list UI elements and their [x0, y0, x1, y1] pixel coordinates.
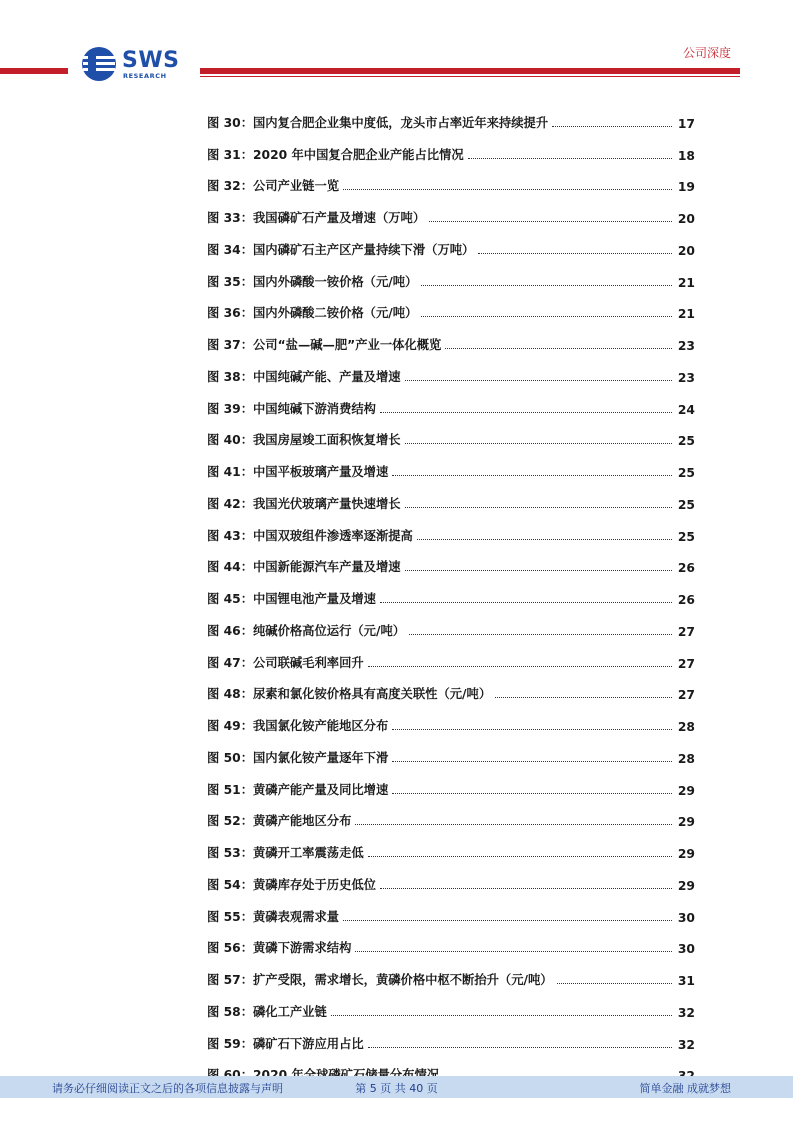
toc-entry[interactable]	[207, 321, 695, 353]
toc-entry-label: 图 59：磷矿石下游应用占比	[207, 1036, 364, 1051]
toc-leader-dots	[380, 888, 672, 889]
toc-entry[interactable]	[207, 353, 695, 385]
toc-leader-dots	[380, 602, 672, 603]
toc-leader-dots	[355, 951, 672, 952]
toc-entry[interactable]	[207, 163, 695, 195]
toc-leader-dots	[331, 1015, 672, 1016]
toc-entry[interactable]	[207, 956, 695, 988]
toc-entry-label: 图 36：国内外磷酸二铵价格（元/吨）	[207, 306, 418, 321]
page-header	[0, 0, 793, 95]
toc-leader-dots	[343, 920, 672, 921]
report-type: 公司深度	[682, 46, 731, 60]
toc-entry-label: 图 34：国内磷矿石主产区产量持续下滑（万吨）	[207, 242, 475, 257]
header-rule-right	[200, 68, 740, 74]
toc-leader-dots	[417, 539, 672, 540]
toc-entry-page: 29	[677, 815, 695, 830]
toc-entry-page: 29	[677, 783, 695, 798]
toc-leader-dots	[355, 824, 672, 825]
toc-entry-page: 25	[677, 434, 695, 449]
toc-entry-page: 19	[677, 180, 695, 195]
header-rule-left	[0, 68, 68, 74]
toc-entry-page: 32	[677, 1005, 695, 1020]
toc-entry-page: 25	[677, 466, 695, 480]
toc-leader-dots	[392, 793, 672, 794]
toc-entry[interactable]	[207, 258, 695, 290]
toc-leader-dots	[478, 253, 672, 254]
toc-leader-dots	[557, 983, 672, 984]
toc-entry[interactable]	[207, 893, 695, 925]
toc-entry-page: 27	[677, 624, 695, 639]
toc-entry-page: 31	[677, 974, 695, 988]
toc-entry-page: 25	[677, 497, 695, 512]
toc-entry-label: 图 55：黄磷表观需求量	[207, 909, 340, 924]
toc-entry-page: 32	[677, 1037, 695, 1052]
toc-leader-dots	[409, 634, 672, 635]
toc-entry-label: 图 32：公司产业链一览	[207, 179, 340, 194]
toc-entry[interactable]	[207, 480, 695, 512]
toc-entry[interactable]	[207, 639, 695, 671]
toc-entry-label: 图 40：我国房屋竣工面积恢复增长	[207, 433, 401, 448]
toc-entry-page: 26	[677, 593, 695, 607]
footer-page-info: 第 5 页 共 40 页	[355, 1082, 438, 1095]
toc-leader-dots	[368, 856, 672, 857]
page-footer	[0, 1076, 793, 1098]
toc-leader-dots	[343, 189, 672, 190]
logo-text: SWS	[122, 48, 180, 73]
toc-entry-label: 图 46：纯碱价格高位运行（元/吨）	[207, 623, 406, 638]
toc-entry-page: 30	[677, 942, 695, 957]
toc-entry[interactable]	[207, 194, 695, 226]
toc-entry-label: 图 43：中国双玻组件渗透率逐渐提高	[207, 528, 413, 543]
toc-entry[interactable]	[207, 671, 695, 703]
toc-leader-dots	[380, 412, 672, 413]
toc-entry-label: 图 56：黄磷下游需求结构	[207, 941, 352, 956]
toc-entry[interactable]	[207, 861, 695, 893]
toc-entry-page: 20	[677, 212, 695, 226]
toc-entry-page: 28	[677, 720, 695, 734]
toc-leader-dots	[392, 729, 672, 730]
toc-entry-label: 图 58：磷化工产业链	[207, 1004, 327, 1019]
toc-entry-label: 图 33：我国磷矿石产量及增速（万吨）	[207, 211, 426, 225]
toc-entry-page: 30	[677, 910, 695, 925]
toc-entry-label: 图 37：公司“盐—碱—肥”产业一体化概览	[207, 338, 442, 352]
toc-entry[interactable]	[207, 734, 695, 766]
toc-entry[interactable]	[207, 607, 695, 639]
toc-entry[interactable]	[207, 417, 695, 449]
toc-leader-dots	[495, 697, 672, 698]
toc-leader-dots	[368, 1047, 672, 1048]
toc-leader-dots	[421, 316, 672, 317]
toc-entry[interactable]	[207, 988, 695, 1020]
toc-entry[interactable]	[207, 702, 695, 734]
toc-leader-dots	[405, 380, 672, 381]
toc-entry-label: 图 51：黄磷产能产量及同比增速	[207, 782, 389, 797]
toc-entry-label: 图 52：黄磷产能地区分布	[207, 814, 352, 829]
toc-entry[interactable]	[207, 798, 695, 830]
toc-entry-page: 17	[677, 116, 695, 131]
toc-entry-page: 27	[677, 688, 695, 703]
toc-entry-label: 图 38：中国纯碱产能、产量及增速	[207, 369, 401, 384]
toc-entry-page: 24	[677, 402, 695, 417]
toc-entry-page: 20	[677, 243, 695, 258]
toc-leader-dots	[468, 158, 672, 159]
toc-entry-label: 图 45：中国锂电池产量及增速	[207, 592, 376, 606]
footer-disclaimer: 请务必仔细阅读正文之后的各项信息披露与声明	[52, 1082, 283, 1095]
sws-logo	[80, 45, 190, 83]
toc-leader-dots	[552, 126, 672, 127]
toc-leader-dots	[392, 761, 672, 762]
logo-subtext: RESEARCH	[123, 72, 167, 80]
toc-leader-dots	[429, 221, 672, 222]
toc-entry-label: 图 41：中国平板玻璃产量及增速	[207, 465, 389, 479]
header-rule-thin	[200, 76, 740, 77]
toc-leader-dots	[368, 666, 672, 667]
toc-entry[interactable]	[207, 1020, 695, 1052]
toc-entry-label: 图 31：2020 年中国复合肥企业产能占比情况	[207, 147, 464, 162]
toc-entry-label: 图 35：国内外磷酸一铵价格（元/吨）	[207, 274, 418, 289]
toc-entry-label: 图 30：国内复合肥企业集中度低，龙头市占率近年来持续提升	[207, 115, 549, 130]
toc-entry[interactable]	[207, 99, 695, 131]
toc-entry-label: 图 54：黄磷库存处于历史低位	[207, 877, 376, 892]
footer-slogan: 简单金融 成就梦想	[639, 1082, 731, 1095]
toc-entry[interactable]	[207, 766, 695, 798]
toc-entry-page: 21	[677, 275, 695, 290]
toc-entry-label: 图 44：中国新能源汽车产量及增速	[207, 560, 401, 575]
toc-entry-label: 图 53：黄磷开工率震荡走低	[207, 846, 364, 860]
toc-entry-page: 18	[677, 148, 695, 163]
toc-entry[interactable]	[207, 829, 695, 861]
toc-entry-label: 图 42：我国光伏玻璃产量快速增长	[207, 496, 401, 511]
toc-entry[interactable]	[207, 512, 695, 544]
toc-entry-label: 图 47：公司联碱毛利率回升	[207, 655, 364, 670]
toc-entry[interactable]	[207, 226, 695, 258]
toc-entry[interactable]	[207, 131, 695, 163]
toc-entry-page: 29	[677, 847, 695, 861]
toc-entry-page: 25	[677, 529, 695, 544]
toc-entry-page: 23	[677, 339, 695, 353]
sws-logo-icon	[80, 45, 118, 83]
toc-entry-label: 图 39：中国纯碱下游消费结构	[207, 401, 376, 416]
toc-entry-page: 27	[677, 656, 695, 671]
toc-entry-label: 图 57：扩产受限，需求增长，黄磷价格中枢不断抬升（元/吨）	[207, 973, 553, 987]
toc-entry-page: 26	[677, 561, 695, 576]
toc-entry-label: 图 48：尿素和氯化铵价格具有高度关联性（元/吨）	[207, 687, 492, 702]
toc-leader-dots	[405, 507, 672, 508]
toc-entry-page: 29	[677, 878, 695, 893]
toc-entry[interactable]	[207, 575, 695, 607]
toc-entry-page: 23	[677, 370, 695, 385]
toc-entry[interactable]	[207, 290, 695, 322]
toc-leader-dots	[421, 285, 672, 286]
toc-entry-label: 图 49：我国氯化铵产能地区分布	[207, 719, 389, 733]
toc-leader-dots	[392, 475, 672, 476]
toc-entry-page: 28	[677, 751, 695, 766]
toc-leader-dots	[405, 570, 672, 571]
toc-entry-page: 21	[677, 307, 695, 322]
figure-index-list	[207, 99, 695, 1083]
toc-leader-dots	[405, 443, 672, 444]
toc-leader-dots	[445, 348, 672, 349]
toc-entry[interactable]	[207, 448, 695, 480]
toc-entry[interactable]	[207, 385, 695, 417]
toc-entry[interactable]	[207, 544, 695, 576]
toc-entry-label: 图 50：国内氯化铵产量逐年下滑	[207, 750, 389, 765]
toc-entry[interactable]	[207, 925, 695, 957]
